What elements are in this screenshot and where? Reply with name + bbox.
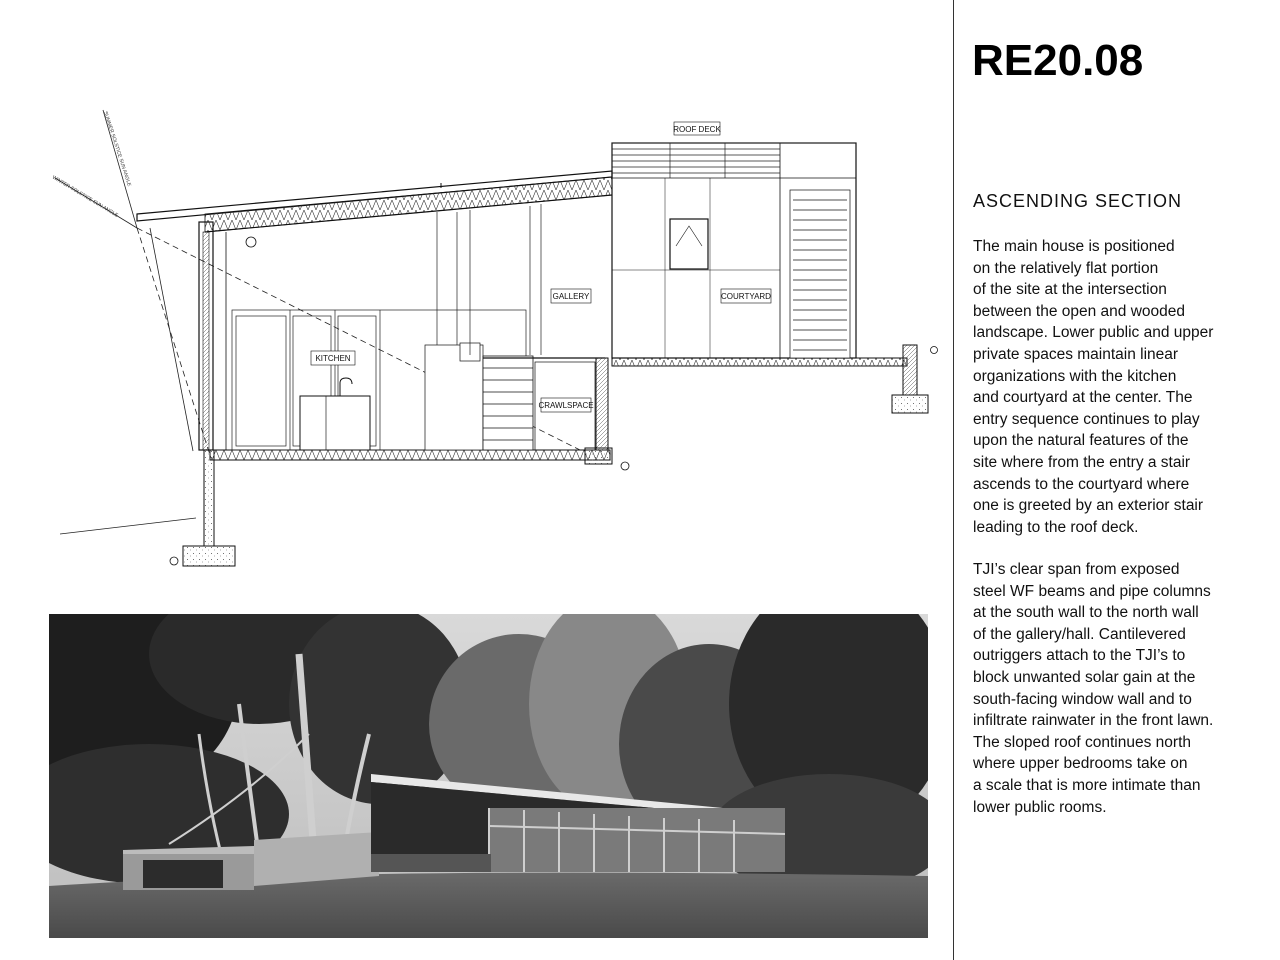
text-line: leading to the roof deck. [973, 518, 1139, 536]
text-line: on the relatively flat portion [973, 259, 1159, 277]
text-line: outriggers attach to the TJI’s to [973, 647, 1186, 665]
text-line: south-facing window wall and to [973, 690, 1192, 708]
house-exterior-photo [49, 614, 928, 938]
text-line: steel WF beams and pipe columns [973, 582, 1211, 600]
text-line: between the open and wooded [973, 302, 1186, 320]
kitchen-label: KITCHEN [315, 354, 351, 363]
text-line: The main house is positioned [973, 238, 1175, 255]
text-line: lower public rooms. [973, 798, 1107, 816]
sheet-number: RE20.08 [972, 36, 1144, 85]
roof-deck-railing [612, 143, 856, 178]
summer-sun-angle-label: SUMMER SOLSTICE SUN ANGLE [102, 110, 133, 188]
description-paragraph-2 [973, 559, 1263, 818]
text-line: TJI’s clear span from exposed [973, 561, 1180, 578]
text-line: and courtyard at the center. The [973, 389, 1193, 407]
courtyard-level [612, 143, 938, 413]
section-title: ASCENDING SECTION [973, 191, 1183, 211]
text-line: organizations with the kitchen [973, 367, 1177, 385]
text-line: upon the natural features of the [973, 432, 1189, 450]
text-line: of the site at the intersection [973, 281, 1167, 299]
text-line: entry sequence continues to play [973, 410, 1200, 428]
text-line: private spaces maintain linear [973, 345, 1179, 363]
text-line: ascends to the courtyard where [973, 475, 1190, 493]
south-wall [170, 222, 256, 566]
text-line: at the south wall to the north wall [973, 604, 1199, 622]
text-line: landscape. Lower public and upper [973, 324, 1214, 342]
crawlspace-label: CRAWLSPACE [538, 401, 594, 410]
text-line: where upper bedrooms take on [973, 755, 1188, 773]
sun-angle-lines [55, 110, 580, 534]
gallery-label: GALLERY [552, 292, 590, 301]
text-line: block unwanted solar gain at the [973, 668, 1196, 686]
winter-sun-angle-label: WINTER SOLSTICE SUN ANGLE [50, 174, 120, 219]
building-section-drawing [0, 0, 950, 600]
text-line: The sloped roof continues north [973, 733, 1191, 751]
text-line: of the gallery/hall. Cantilevered [973, 625, 1186, 643]
text-line: one is greeted by an exterior stair [973, 497, 1204, 515]
courtyard-label: COURTYARD [721, 292, 771, 301]
text-line: infiltrate rainwater in the front lawn. [973, 712, 1214, 730]
text-line: site where from the entry a stair [973, 453, 1191, 471]
text-line: a scale that is more intimate than [973, 776, 1201, 794]
floor-slab [210, 448, 629, 470]
description-paragraph-1 [973, 236, 1263, 538]
roof-deck-label: ROOF DECK [673, 125, 721, 134]
exterior-stair [790, 190, 850, 358]
vertical-divider [953, 0, 954, 960]
